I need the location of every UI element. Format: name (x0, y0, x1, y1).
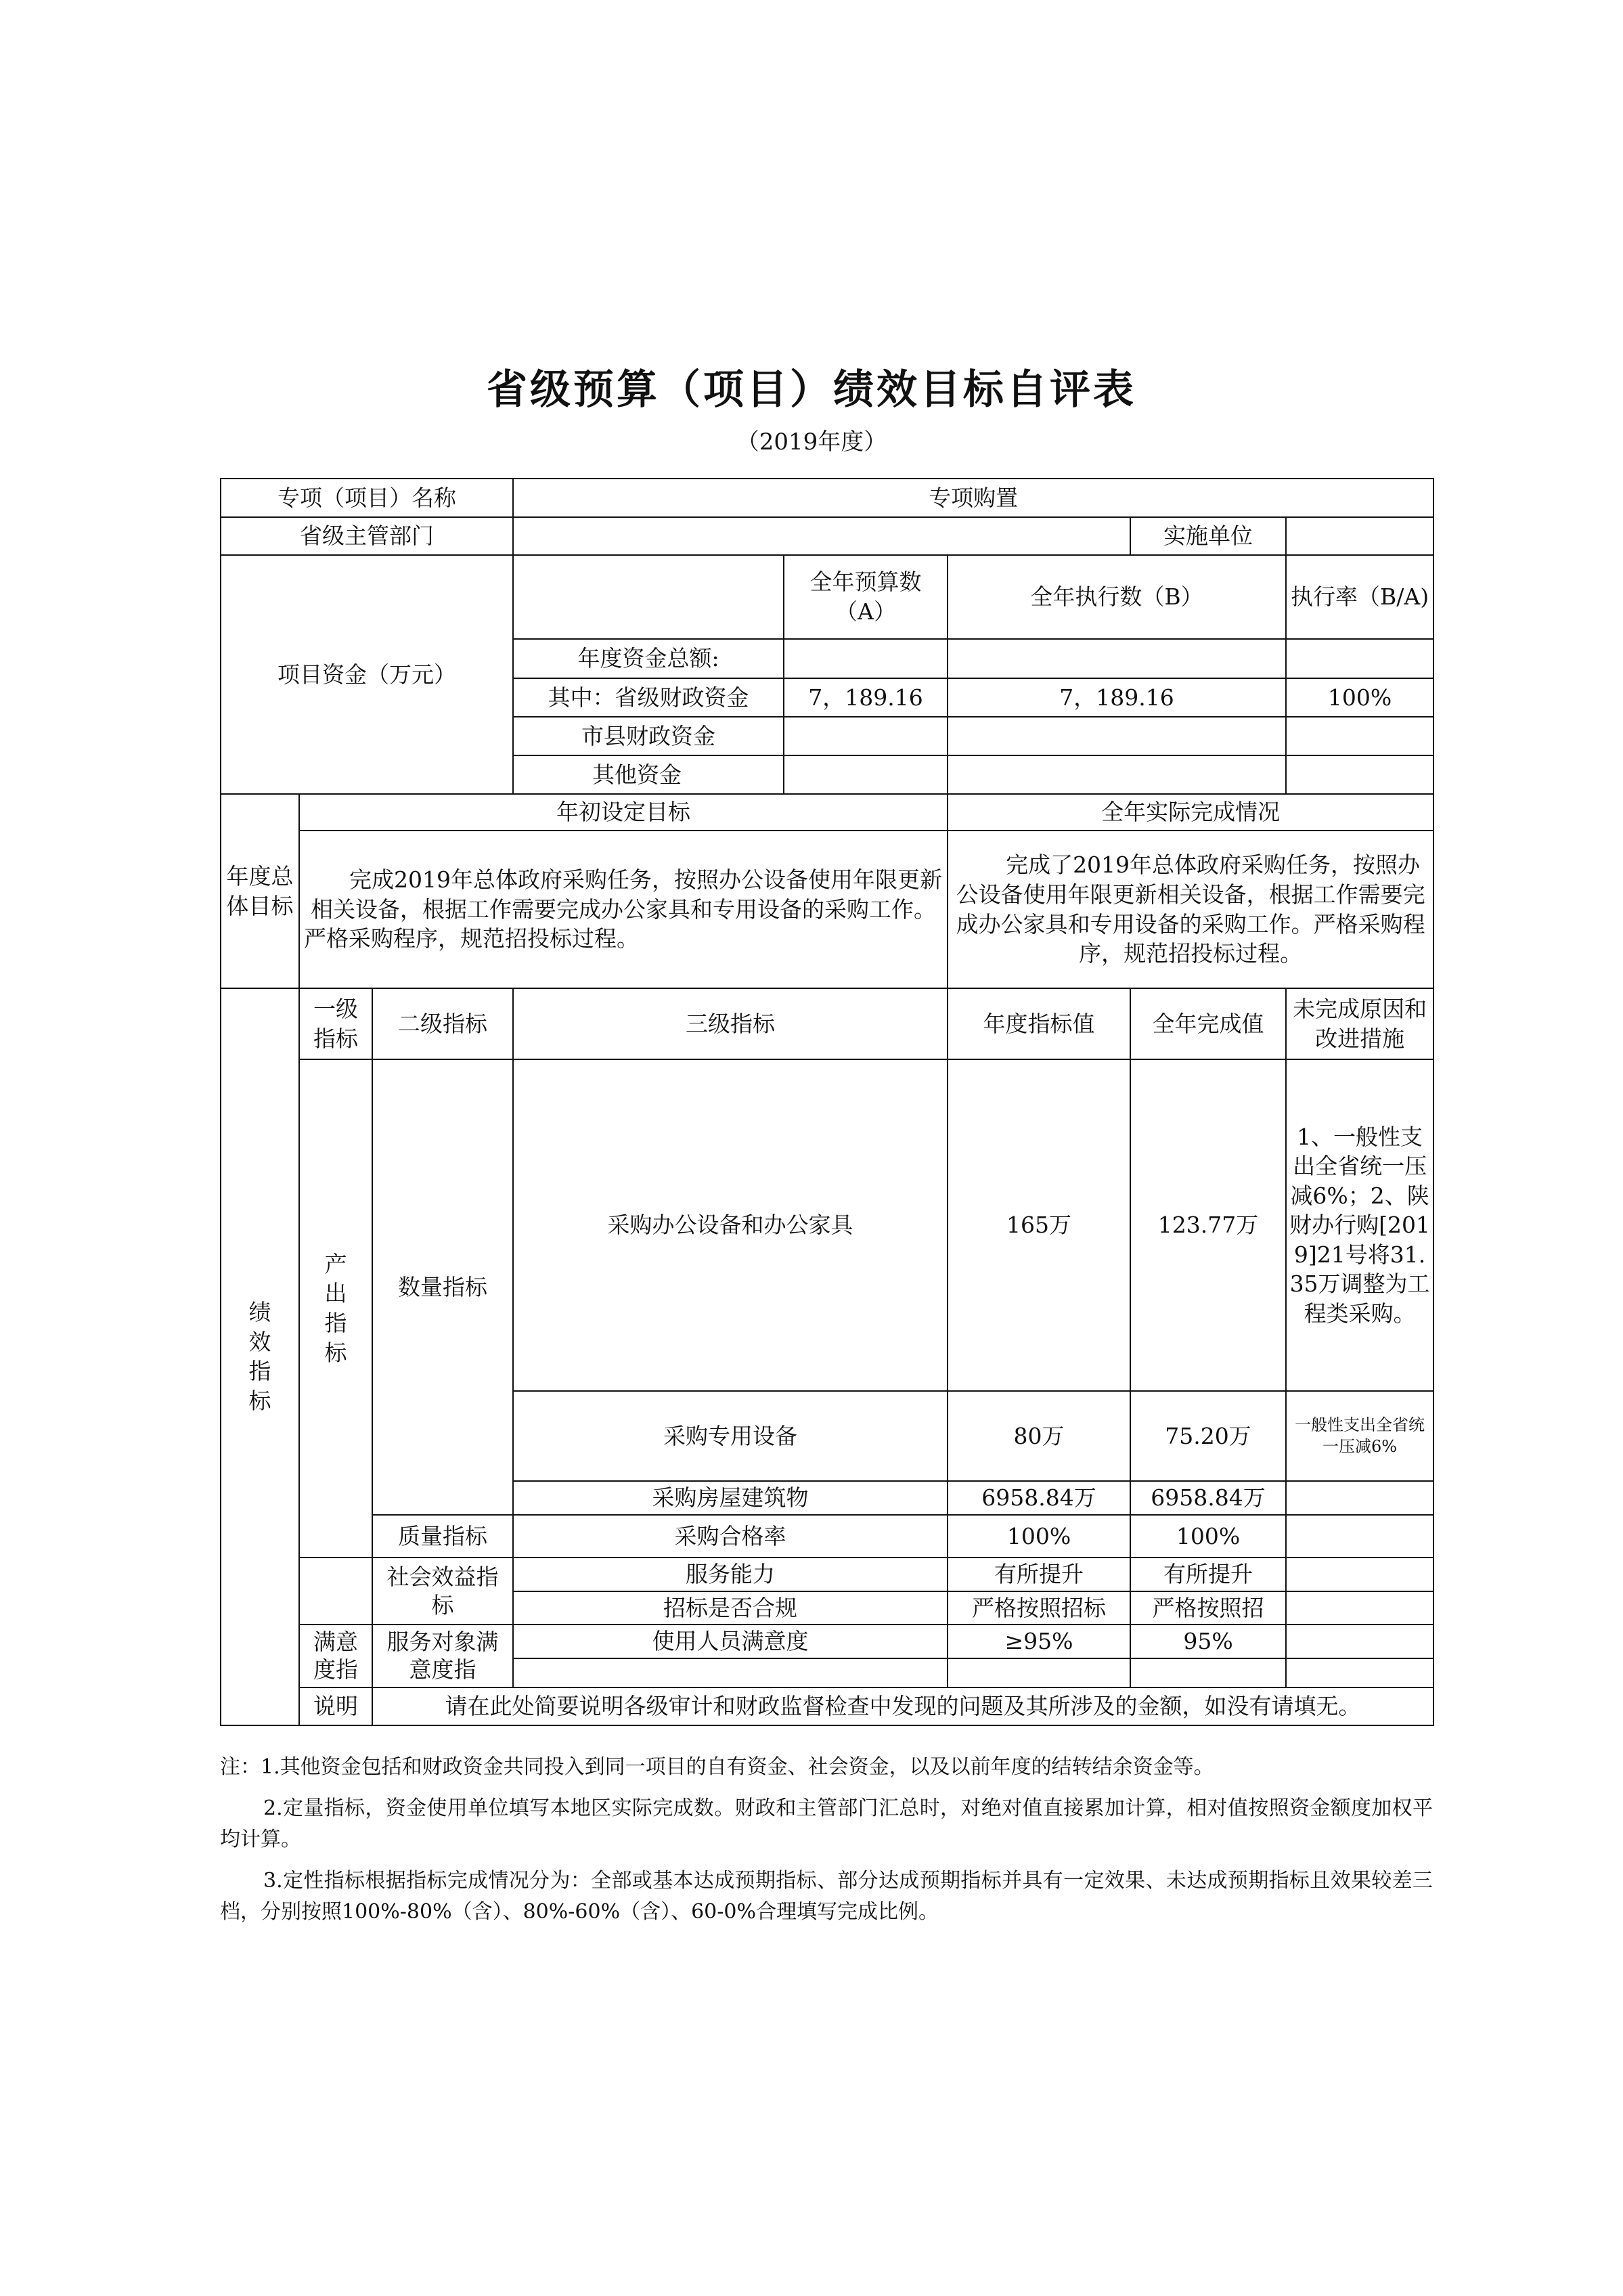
indicator-actual: 6958.84万 (1130, 1481, 1286, 1515)
funds-row-b (948, 755, 1286, 794)
output-label: 产出指标 (299, 1059, 372, 1558)
indicator-target: 有所提升 (948, 1558, 1130, 1591)
project-name-value: 专项购置 (513, 479, 1433, 517)
header-level1: 一级指标 (299, 988, 372, 1059)
year-label: （2019年度） (736, 428, 887, 456)
funds-row-rate (1286, 639, 1433, 678)
funds-col-b: 全年执行数（B） (948, 555, 1286, 639)
funds-row-b: 7，189.16 (948, 678, 1286, 717)
quality-label: 质量指标 (372, 1515, 513, 1558)
indicator-target: ≥95% (948, 1625, 1130, 1658)
social-label: 社会效益指标 (372, 1558, 513, 1625)
funds-row-a (784, 755, 948, 794)
indicator-name: 招标是否合规 (513, 1591, 948, 1625)
header-level2: 二级指标 (372, 988, 513, 1059)
header-actual: 全年完成值 (1130, 988, 1286, 1059)
effect-level1-blank (299, 1558, 372, 1625)
indicator-reason-blank (1286, 1658, 1433, 1687)
funds-row-b (948, 717, 1286, 755)
indicator-name: 采购合格率 (513, 1515, 948, 1558)
header-reason: 未完成原因和改进措施 (1286, 988, 1433, 1059)
indicator-target: 80万 (948, 1391, 1130, 1481)
indicator-name: 服务能力 (513, 1558, 948, 1591)
indicator-target: 165万 (948, 1059, 1130, 1391)
note-item: 3.定性指标根据指标完成情况分为：全部或基本达成预期指标、部分达成预期指标并具有一定效果、未达成预期指标且效果较差三档，分别按照100%-80%（含）、80%-60%（含）、60-0%合理填写完成比例。 (220, 1868, 1433, 1924)
funds-row-rate (1286, 755, 1433, 794)
dept-label: 省级主管部门 (221, 517, 513, 555)
target-text: 完成2019年总体政府采购任务，按照办公设备使用年限更新相关设备，根据工作需要完成办公家具和专用设备的采购工作。严格采购程序，规范招投标过程。 (299, 831, 948, 988)
indicator-actual: 100% (1130, 1515, 1286, 1558)
indicator-reason (1286, 1591, 1433, 1625)
funds-row-label: 市县财政资金 (513, 717, 784, 755)
remark-label: 说明 (299, 1687, 372, 1725)
indicator-reason (1286, 1558, 1433, 1591)
funds-row-b (948, 639, 1286, 678)
page-title: 省级预算（项目）绩效目标自评表 (487, 366, 1136, 414)
funds-row-label: 年度资金总额: (513, 639, 784, 678)
funds-label: 项目资金（万元） (221, 555, 513, 794)
service-label: 服务对象满意度指 (372, 1625, 513, 1687)
funds-row-rate (1286, 717, 1433, 755)
funds-col-rate: 执行率（B/A) (1286, 555, 1433, 639)
indicator-target-blank (948, 1658, 1130, 1687)
overall-label: 年度总体目标 (221, 794, 299, 988)
indicator-name: 使用人员满意度 (513, 1625, 948, 1658)
indicator-reason: 1、一般性支出全省统一压减6%；2、陕财办行购[2019]21号将31.35万调整为工程类采购。 (1286, 1059, 1433, 1391)
indicator-target: 100% (948, 1515, 1130, 1558)
indicator-actual: 75.20万 (1130, 1391, 1286, 1481)
indicator-actual-blank (1130, 1658, 1286, 1687)
indicator-reason (1286, 1625, 1433, 1658)
funds-row-a (784, 717, 948, 755)
funds-row-label: 其他资金 (513, 755, 784, 794)
funds-row-rate: 100% (1286, 678, 1433, 717)
header-level3: 三级指标 (513, 988, 948, 1059)
unit-value (1286, 517, 1433, 555)
quantity-label: 数量指标 (372, 1059, 513, 1515)
indicator-target: 6958.84万 (948, 1481, 1130, 1515)
target-header: 年初设定目标 (299, 794, 948, 831)
unit-label: 实施单位 (1130, 517, 1286, 555)
project-name-label: 专项（项目）名称 (221, 479, 513, 517)
indicator-target: 严格按照招标 (948, 1591, 1130, 1625)
funds-header-blank (513, 555, 784, 639)
note-item: 2.定量指标，资金使用单位填写本地区实际完成数。财政和主管部门汇总时，对绝对值直接累加计算，相对值按照资金额度加权平均计算。 (220, 1796, 1433, 1851)
funds-row-label: 其中：省级财政资金 (513, 678, 784, 717)
notes (220, 1752, 1433, 1938)
evaluation-table (220, 478, 1434, 1726)
indicator-name-blank (513, 1658, 948, 1687)
funds-row-a: 7，189.16 (784, 678, 948, 717)
remark-text: 请在此处简要说明各级审计和财政监督检查中发现的问题及其所涉及的金额，如没有请填无。 (372, 1687, 1433, 1725)
indicators-label: 绩效指标 (221, 988, 299, 1725)
indicator-reason: 一般性支出全省统一压减6% (1286, 1391, 1433, 1481)
satisfaction-label: 满意度指 (299, 1625, 372, 1687)
indicator-reason (1286, 1481, 1433, 1515)
header-target: 年度指标值 (948, 988, 1130, 1059)
indicator-actual: 有所提升 (1130, 1558, 1286, 1591)
indicator-actual: 95% (1130, 1625, 1286, 1658)
indicator-name: 采购房屋建筑物 (513, 1481, 948, 1515)
indicator-actual: 123.77万 (1130, 1059, 1286, 1391)
indicator-reason (1286, 1515, 1433, 1558)
actual-header: 全年实际完成情况 (948, 794, 1433, 831)
indicator-actual: 严格按照招 (1130, 1591, 1286, 1625)
funds-row-a (784, 639, 948, 678)
funds-col-a: 全年预算数（A） (784, 555, 948, 639)
dept-value (513, 517, 1130, 555)
actual-text: 完成了2019年总体政府采购任务，按照办公设备使用年限更新相关设备，根据工作需要完成办公家具和专用设备的采购工作。严格采购程序，规范招投标过程。 (948, 831, 1433, 988)
indicator-name: 采购专用设备 (513, 1391, 948, 1481)
indicator-name: 采购办公设备和办公家具 (513, 1059, 948, 1391)
note-item: 注：1.其他资金包括和财政资金共同投入到同一项目的自有资金、社会资金，以及以前年度的结转结余资金等。 (220, 1755, 1214, 1779)
